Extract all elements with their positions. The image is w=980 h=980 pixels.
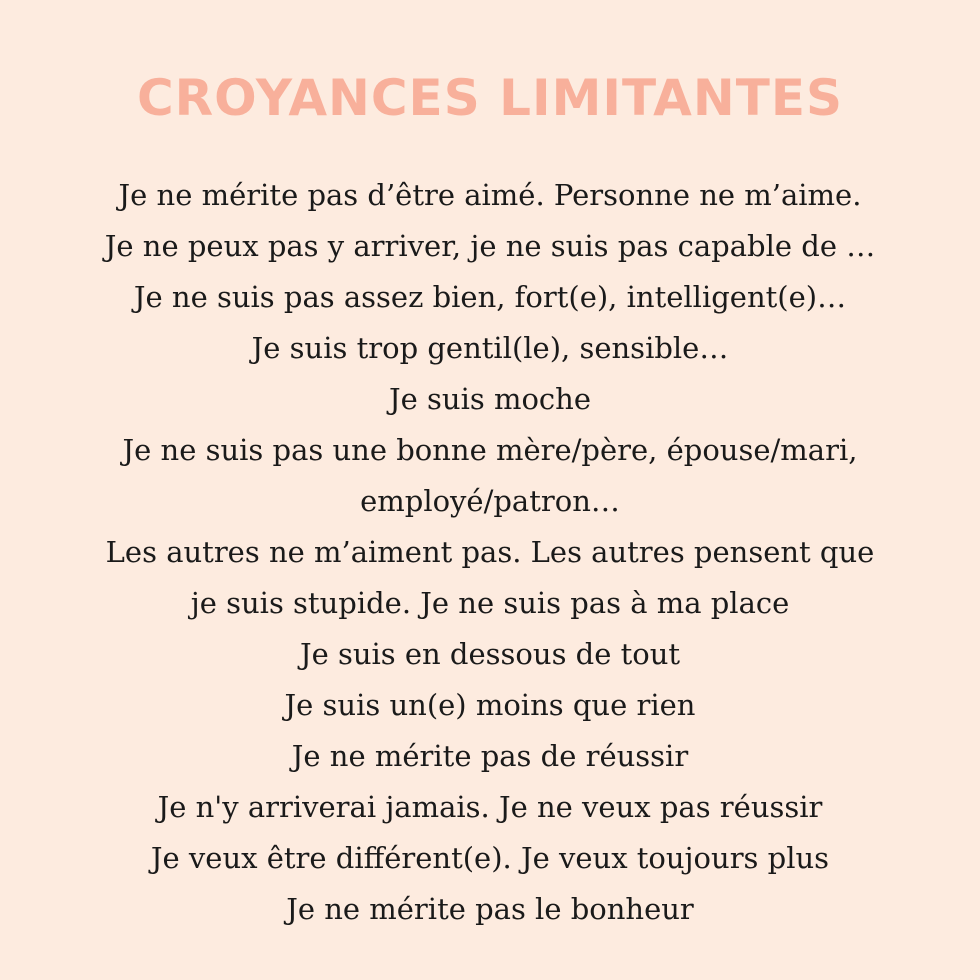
belief-line: Je ne mérite pas d’être aimé. Personne ne m’aime. [118,178,862,212]
belief-line: Je suis trop gentil(le), sensible… [251,331,729,365]
beliefs-list [40,170,940,935]
belief-line: Je ne mérite pas le bonheur [286,892,694,926]
belief-line: Les autres ne m’aiment pas. Les autres pensent que [105,535,875,569]
belief-line: Je ne peux pas y arriver, je ne suis pas capable de … [104,229,876,263]
belief-line: Je ne suis pas assez bien, fort(e), intelligent(e)… [133,280,847,314]
poster-title: CROYANCES LIMITANTES [136,69,843,127]
belief-line: je suis stupide. Je ne suis pas à ma place [190,586,790,620]
belief-line: Je suis en dessous de tout [299,637,681,671]
belief-line: Je suis un(e) moins que rien [284,688,696,722]
belief-line: Je ne suis pas une bonne mère/père, épouse/mari, [122,433,858,467]
belief-line: Je veux être différent(e). Je veux toujours plus [150,841,830,875]
belief-line: Je n'y arriverai jamais. Je ne veux pas réussir [157,790,823,824]
belief-line: Je suis moche [389,382,591,416]
belief-line: employé/patron… [360,484,620,518]
belief-line: Je ne mérite pas de réussir [291,739,689,773]
